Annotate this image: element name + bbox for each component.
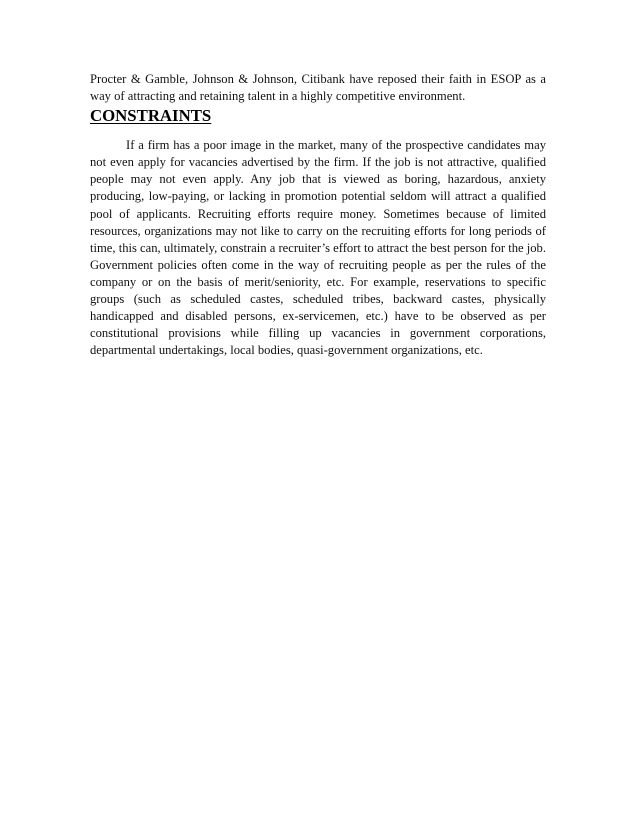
section-heading: CONSTRAINTS: [90, 106, 212, 126]
intro-paragraph: Procter & Gamble, Johnson & Johnson, Citibank have reposed their faith in ESOP as a way of attracting and retaining talent in a highly competitive environment.: [90, 72, 546, 104]
page-content: [90, 71, 546, 359]
body-paragraph: If a firm has a poor image in the market, many of the prospective candidates may not even apply for vacancies advertised by the firm. If the job is not attractive, qualified people may not even apply. Any job that is viewed as boring, hazardous, anxiety producing, low-paying, or lacking in promotion potential seldom will attract a qualified pool of applicants. Recruiting efforts require money. Sometimes because of limited resources, organizations may not like to carry on the recruiting efforts for long periods of time, this can, ultimately, constrain a recruiter’s effort to attract the best person for the job. Government policies often come in the way of recruiting people as per the rules of the company or on the basis of merit/seniority, etc. For example, reservations to specific groups (such as scheduled castes, scheduled tribes, backward castes, physically handicapped and disabled persons, ex-servicemen, etc.) have to be observed as per constitutional provisions while filling up vacancies in government corporations, departmental undertakings, local bodies, quasi-government organizations, etc.: [90, 138, 546, 358]
